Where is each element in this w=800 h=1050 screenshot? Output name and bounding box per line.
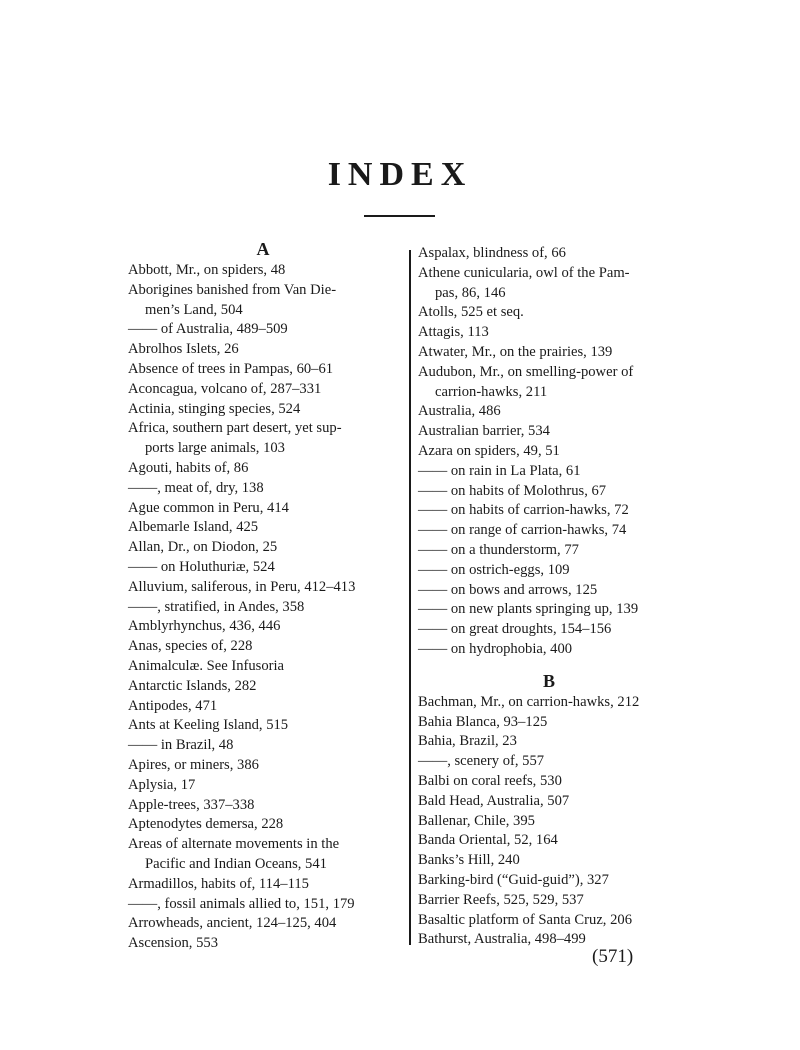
index-entry: ——, fossil animals allied to, 151, 179 <box>128 895 355 912</box>
index-entry: Aborigines banished from Van Die- <box>128 281 337 298</box>
index-entry: Barking-bird (“Guid-guid”), 327 <box>418 871 609 888</box>
section-heading-a: A <box>256 239 270 259</box>
index-entry: Banks’s Hill, 240 <box>418 852 520 869</box>
right-entry-list-b <box>418 693 680 950</box>
index-entry: Bachman, Mr., on carrion-hawks, 212 <box>418 693 640 710</box>
index-entry: Bald Head, Australia, 507 <box>418 792 570 809</box>
index-entry: Pacific and Indian Oceans, 541 <box>145 855 327 872</box>
index-entry: Athene cunicularia, owl of the Pam- <box>418 264 630 281</box>
left-column <box>128 237 404 954</box>
section-heading-b: B <box>542 670 555 691</box>
index-entry: Ascension, 553 <box>128 935 218 952</box>
index-entry: —— on a thunderstorm, 77 <box>418 541 579 558</box>
index-entry: pas, 86, 146 <box>435 284 506 301</box>
index-entry: ports large animals, 103 <box>145 440 285 457</box>
index-entry: Atolls, 525 et seq. <box>418 304 524 321</box>
column-divider <box>409 250 411 945</box>
index-entry: —— of Australia, 489–509 <box>128 321 288 338</box>
page-number: (571) <box>592 946 634 967</box>
index-entry: Amblyrhynchus, 436, 446 <box>128 618 281 635</box>
index-entry: ——, meat of, dry, 138 <box>128 479 264 496</box>
index-entry: Aptenodytes demersa, 228 <box>128 816 284 833</box>
index-entry: Ants at Keeling Island, 515 <box>128 717 289 734</box>
index-entry: Bahia Blanca, 93–125 <box>418 713 548 730</box>
index-entry: Ague common in Peru, 414 <box>128 499 289 516</box>
index-entry: Banda Oriental, 52, 164 <box>418 832 558 849</box>
index-entry: Basaltic platform of Santa Cruz, 206 <box>418 911 632 928</box>
index-entry: Arrowheads, ancient, 124–125, 404 <box>128 915 337 932</box>
index-entry: Barrier Reefs, 525, 529, 537 <box>418 891 584 908</box>
index-entry: —— on Holuthuriæ, 524 <box>128 558 275 575</box>
index-entry: Albemarle Island, 425 <box>128 519 259 536</box>
index-entry: Balbi on coral reefs, 530 <box>418 772 562 789</box>
index-entry: —— on new plants springing up, 139 <box>418 601 639 618</box>
index-entry: Ballenar, Chile, 395 <box>418 812 535 829</box>
index-entry: Apple-trees, 337–338 <box>128 796 255 813</box>
index-entry: Abbott, Mr., on spiders, 48 <box>128 262 286 278</box>
index-entry: Anas, species of, 228 <box>128 638 253 655</box>
index-entry: Actinia, stinging species, 524 <box>128 400 301 417</box>
index-entry: Aspalax, blindness of, 66 <box>418 245 566 261</box>
index-entry: Audubon, Mr., on smelling-power of <box>418 363 634 380</box>
index-entry: —— on great droughts, 154–156 <box>418 621 612 638</box>
index-entry: —— in Brazil, 48 <box>128 737 234 754</box>
index-entry: ——, stratified, in Andes, 358 <box>128 598 305 615</box>
index-entry: Absence of trees in Pampas, 60–61 <box>128 360 334 377</box>
right-column <box>418 244 680 950</box>
index-entry: Bathurst, Australia, 498–499 <box>418 931 586 948</box>
index-entry: Apires, or miners, 386 <box>128 756 259 773</box>
title-rule <box>364 215 435 217</box>
index-entry: Agouti, habits of, 86 <box>128 459 249 476</box>
index-entry: Aplysia, 17 <box>128 776 196 793</box>
index-entry: Antarctic Islands, 282 <box>128 677 257 694</box>
index-entry: Azara on spiders, 49, 51 <box>418 442 560 459</box>
index-entry: —— on habits of carrion-hawks, 72 <box>418 502 629 519</box>
index-entry: Australian barrier, 534 <box>418 423 550 440</box>
index-entry: Attagis, 113 <box>418 324 489 341</box>
index-entry: Allan, Dr., on Diodon, 25 <box>128 539 278 556</box>
index-entry: ——, scenery of, 557 <box>418 753 545 770</box>
left-entry-list <box>128 261 404 954</box>
index-entry: —— on ostrich-eggs, 109 <box>418 561 570 578</box>
index-entry: —— on bows and arrows, 125 <box>418 581 598 598</box>
index-entry: Armadillos, habits of, 114–115 <box>128 875 309 892</box>
index-entry: —— on rain in La Plata, 61 <box>418 462 581 479</box>
index-entry: Antipodes, 471 <box>128 697 218 714</box>
index-entry: Bahia, Brazil, 23 <box>418 733 517 750</box>
index-entry: men’s Land, 504 <box>145 301 243 318</box>
index-entry: Atwater, Mr., on the prairies, 139 <box>418 343 613 360</box>
index-entry: Africa, southern part desert, yet sup- <box>128 420 342 437</box>
index-entry: Australia, 486 <box>418 403 501 420</box>
index-entry: Alluvium, saliferous, in Peru, 412–413 <box>128 578 356 595</box>
index-entry: —— on habits of Molothrus, 67 <box>418 482 607 499</box>
index-entry: —— on range of carrion-hawks, 74 <box>418 522 627 539</box>
page-title: INDEX <box>327 156 473 193</box>
index-entry: Animalculæ. See Infusoria <box>128 657 285 674</box>
index-entry: Areas of alternate movements in the <box>128 836 340 853</box>
right-entry-list-a <box>418 244 680 660</box>
index-entry: Aconcagua, volcano of, 287–331 <box>128 380 322 397</box>
index-entry: Abrolhos Islets, 26 <box>128 341 239 358</box>
index-entry: —— on hydrophobia, 400 <box>418 640 573 657</box>
index-entry: carrion-hawks, 211 <box>435 383 548 400</box>
